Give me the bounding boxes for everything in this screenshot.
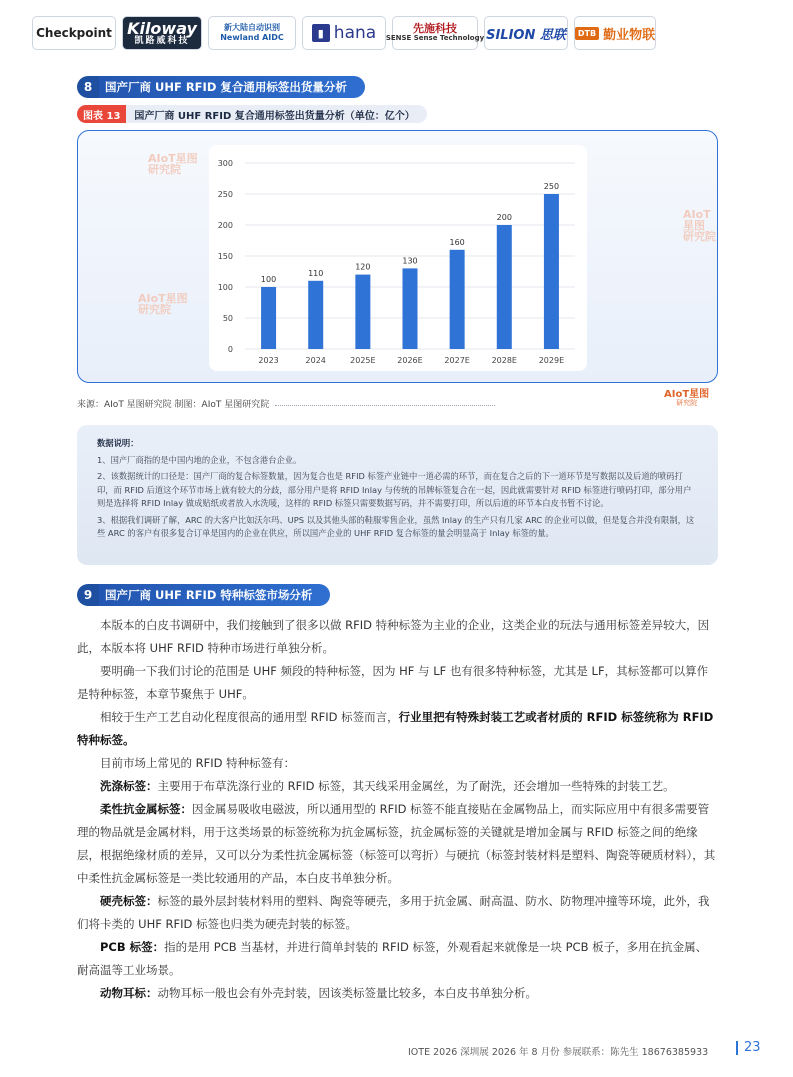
paragraph: 洗涤标签：主要用于布草洗涤行业的 RFID 标签，其天线采用金属丝，为了耐洗，还会增加一些特殊的封装工艺。 xyxy=(100,779,675,793)
x-tick-label: 2028E xyxy=(491,356,517,365)
y-tick-label: 0 xyxy=(227,345,233,354)
bar xyxy=(261,287,276,349)
bar xyxy=(544,194,559,349)
notes-title: 数据说明： xyxy=(97,438,139,448)
paragraph: 要明确一下我们讨论的范围是 UHF 频段的特种标签，因为 HF 与 LF 也有很多特种标签，尤其是 LF，其标签都可以算作是特种标签，本章节聚焦于 UHF。 xyxy=(77,664,709,701)
x-tick-label: 2027E xyxy=(444,356,470,365)
silion-logo: SILION 思联 xyxy=(484,16,568,50)
data-label: 130 xyxy=(402,256,418,266)
body-text xyxy=(77,614,718,1005)
x-tick-label: 2025E xyxy=(350,356,376,365)
page-number: 23 xyxy=(736,1041,761,1055)
y-tick-label: 250 xyxy=(217,190,233,199)
figure-label xyxy=(77,105,427,123)
paragraph: 硬壳标签：标签的最外层封装材料用的塑料、陶瓷等硬壳，多用于抗金属、耐高温、防水、防物理冲撞等环境，此外，我们将卡类的 UHF RFID 标签也归类为硬壳封装的标签。 xyxy=(77,894,710,931)
note-item: 2、该数据统计的口径是：国产厂商的复合标签数量，因为复合也是 RFID 标签产业链中一道必需的环节，而在复合之后的下一道环节是写数据以及后道的喷码打印，而 RFID 后道这个环节市场上就有较大的分歧，部分用户是将 RFID Inlay 与传统的吊牌标签复合在一起，因此就需要针对 RFID 标签进行喷码打印，部分用户则是选择将 RFID Inlay 做成贴纸或者放入水洗唛，这样的 RFID 标签只需要数据写码，并不需要打印，所以后道的环节本白皮书暂不讨论。 xyxy=(97,471,692,508)
section-9-header xyxy=(77,584,330,606)
note-item: 1、国产厂商指的是中国内地的企业，不包含港台企业。 xyxy=(97,454,302,465)
note-item: 3、根据我们调研了解，ARC 的大客户比如沃尔玛、UPS 以及其他头部的鞋服零售企业，虽然 Inlay 的生产只有几家 ARC 的企业可以做，但是复合并没有限制，这些 ARC 的客户有很多复合订单是国内的企业在供应，所以国产企业的 UHF RFID 复合标签的量会明显高于 Inlay 标签的量。 xyxy=(97,514,695,538)
dtb-logo: DTB 勤业物联 xyxy=(574,16,656,50)
chart-plot-area xyxy=(209,145,587,371)
footer-text: IOTE 2026 深圳展 2026 年 8 月份 参展联系：陈先生 18676385933 xyxy=(408,1047,709,1058)
section-title: 国产厂商 UHF RFID 特种标签市场分析 xyxy=(99,584,330,606)
x-tick-label: 2029E xyxy=(538,356,565,365)
y-tick-label: 100 xyxy=(217,283,233,292)
bar xyxy=(355,275,370,349)
x-tick-label: 2026E xyxy=(397,356,423,365)
paragraph: PCB 标签：指的是用 PCB 当基材，并进行简单封装的 RFID 标签，外观看起来就像是一块 PCB 板子，多用在抗金属、耐高温等工业场景。 xyxy=(77,940,708,977)
data-label: 250 xyxy=(543,182,560,191)
bar xyxy=(403,268,418,349)
data-label: 160 xyxy=(449,237,465,247)
sponsor-logo-bar xyxy=(32,16,762,52)
data-label: 100 xyxy=(260,275,277,284)
data-notes-box xyxy=(77,425,718,565)
sense-logo: 先施科技 SENSE Sense Technology xyxy=(392,16,478,50)
hana-logo: ▮ hana xyxy=(302,16,386,50)
section-8-header xyxy=(77,76,365,98)
paragraph: 相较于生产工艺自动化程度很高的通用型 RFID 标签而言，行业里把有特殊封装工艺或者材质的 RFID 标签统称为 RFID 特种标签。 xyxy=(77,710,714,747)
x-tick-label: 2023 xyxy=(258,356,279,365)
watermark: AIoT星图 研究院 xyxy=(138,292,188,316)
figure-caption: 国产厂商 UHF RFID 复合通用标签出货量分析（单位：亿个） xyxy=(126,105,426,123)
source-text: 来源：AIoT 星图研究院 制图：AIoT 星图研究院 xyxy=(77,400,270,410)
figure-tag: 图表 13 xyxy=(77,105,126,123)
y-tick-label: 300 xyxy=(217,159,233,168)
bar xyxy=(497,225,512,349)
kiloway-logo: Kiloway 凯路威科技 xyxy=(122,16,202,50)
y-tick-label: 150 xyxy=(217,252,233,261)
data-label: 110 xyxy=(308,268,324,278)
dotted-divider xyxy=(275,405,495,406)
paragraph: 目前市场上常见的 RFID 特种标签有： xyxy=(100,756,296,770)
paragraph: 柔性抗金属标签：因金属易吸收电磁波，所以通用型的 RFID 标签不能直接贴在金属物品上，而实际应用中有很多需要管理的物品就是金属材料，用于这类场景的标签统称为抗金属标签，抗金属标签的关键就是增加金属与 RFID 标签之间的绝缘层，根据绝缘材质的差异，又可以分为柔性抗金属标签（标签可以弯折）与硬抗（标签封装材料是塑料、陶瓷等硬质材料），其中柔性抗金属标签是一类比较通用的产品，本白皮书单独分析。 xyxy=(77,802,716,885)
bar xyxy=(450,250,465,349)
paragraph: 动物耳标：动物耳标一般也会有外壳封装，因该类标签量比较多，本白皮书单独分析。 xyxy=(100,986,537,1000)
x-tick-label: 2024 xyxy=(305,356,326,365)
chart-source xyxy=(77,397,495,410)
newland-logo: 新大陆自动识别 Newland AIDC xyxy=(208,16,296,50)
y-tick-label: 50 xyxy=(222,314,233,323)
y-tick-label: 200 xyxy=(217,221,233,230)
bar xyxy=(308,281,323,349)
aiot-brand-logo: AIoT星图 研究院 xyxy=(664,389,710,407)
watermark: AIoT星图 研究院 xyxy=(683,208,716,243)
section-number: 8 xyxy=(77,76,99,98)
bar-chart xyxy=(209,145,587,371)
chart-card xyxy=(77,130,718,383)
checkpoint-logo: Checkpoint xyxy=(32,16,116,50)
section-title: 国产厂商 UHF RFID 复合通用标签出货量分析 xyxy=(99,76,365,98)
hana-mark-icon: ▮ xyxy=(312,24,330,42)
data-label: 120 xyxy=(355,262,371,272)
paragraph: 本版本的白皮书调研中，我们接触到了很多以做 RFID 特种标签为主业的企业，这类企业的玩法与通用标签差异较大，因此，本版本将 UHF RFID 特种市场进行单独分析。 xyxy=(77,618,710,655)
data-label: 200 xyxy=(496,213,512,222)
section-number: 9 xyxy=(77,584,99,606)
watermark: AIoT星图 研究院 xyxy=(148,152,198,176)
